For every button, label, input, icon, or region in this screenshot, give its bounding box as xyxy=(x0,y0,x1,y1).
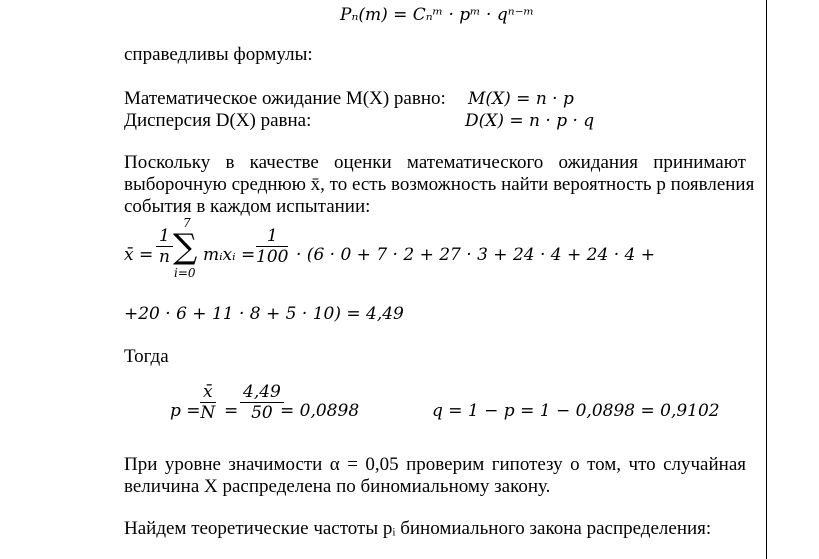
paragraph-line: выборочную среднюю x̄, то есть возможность найти вероятность p появления xyxy=(124,174,755,195)
paragraph-line: Найдем теоретические частоты pᵢ биномиального закона распределения: xyxy=(124,518,712,539)
mean-formula: M(X) = n · p xyxy=(468,89,574,109)
page-border xyxy=(766,0,767,559)
dispersion-formula: D(X) = n · p · q xyxy=(465,111,595,131)
sum-symbol: ∑ xyxy=(173,227,198,267)
fraction-numerator: x̄ xyxy=(200,382,216,403)
equals-sign: = xyxy=(224,401,239,421)
sum-lower-limit: i=0 xyxy=(174,266,196,280)
paragraph-line: Поскольку в качестве оценки математического ожидания принимают xyxy=(124,152,746,173)
fraction-1-over-n xyxy=(156,226,173,267)
p-lhs: p = xyxy=(170,401,201,421)
fraction-value xyxy=(240,382,284,423)
fraction-xbar-over-n xyxy=(200,382,216,423)
fraction-denominator: N xyxy=(200,403,216,423)
q-equation: q = 1 − p = 1 − 0,0898 = 0,9102 xyxy=(432,401,720,421)
fraction-denominator: 100 xyxy=(256,247,289,267)
fraction-numerator: 4,49 xyxy=(240,382,284,403)
dispersion-label: Дисперсия D(X) равна: xyxy=(124,110,312,131)
intro-text: справедливы формулы: xyxy=(124,44,313,65)
fraction-denominator: 50 xyxy=(251,403,273,423)
binomial-formula: Pₙ(m) = Cₙᵐ · pᵐ · qⁿ⁻ᵐ xyxy=(340,5,534,25)
paragraph-line: события в каждом испытании: xyxy=(124,196,371,217)
paragraph-line: величина X распределена по биномиальному закону. xyxy=(124,476,551,497)
sum-upper-limit: 7 xyxy=(183,216,191,230)
then-text: Тогда xyxy=(124,346,169,367)
mean-label: Математическое ожидание M(X) равно: xyxy=(124,88,446,109)
fraction-1-over-100 xyxy=(256,226,288,267)
xbar-lhs: x̄ = xyxy=(124,245,154,265)
p-result: = 0,0898 xyxy=(280,401,360,421)
fraction-numerator: 1 xyxy=(156,226,173,247)
xbar-continuation: +20 · 6 + 11 · 8 + 5 · 10) = 4,49 xyxy=(124,304,404,324)
paragraph-line: При уровне значимости α = 0,05 проверим гипотезу о том, что случайная xyxy=(124,454,746,475)
xbar-sum-expression: · (6 · 0 + 7 · 2 + 27 · 3 + 24 · 4 + 24 · 4 + xyxy=(296,245,655,265)
fraction-denominator: n xyxy=(158,247,170,267)
sum-term: mᵢxᵢ = xyxy=(203,245,256,265)
fraction-numerator: 1 xyxy=(256,226,288,247)
